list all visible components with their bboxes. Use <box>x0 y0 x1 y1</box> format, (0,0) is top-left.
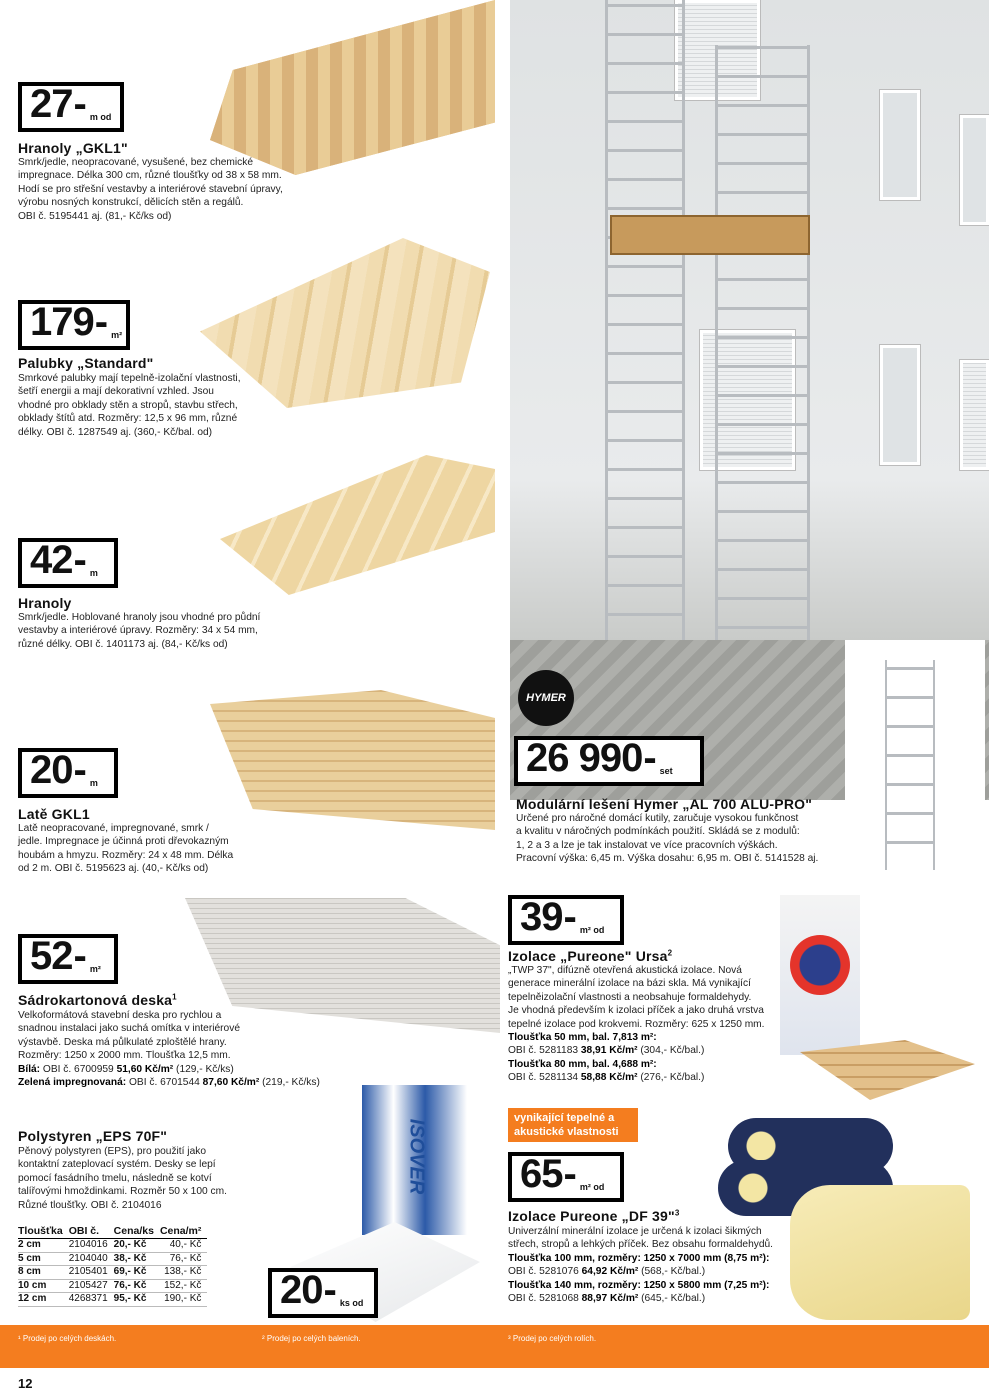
ursa-pack-image <box>780 895 860 1055</box>
footnote: ³ Prodej po celých rolích. <box>508 1334 597 1343</box>
ursa-unrolled-image <box>790 1185 970 1320</box>
product-description: Smrk/jedle, neopracované, vysušené, bez chemické impregnace. Délka 300 cm, různé tloušťky od 38 x 58 mm. Hodí se pro střešní vestavby a interiérové stavební úpravy, výrobu nosných konstrukcí, dělicích stěn a regálů. OBI č. 5195441 aj. (81,- Kč/ks od) <box>18 157 283 222</box>
product-title: Hranoly <box>18 595 72 611</box>
price-line: OBI č. 5281183 38,91 Kč/m² (304,- Kč/bal.) <box>508 1045 705 1057</box>
feature-badge: vynikající tepelné a akustické vlastnosti <box>508 1108 638 1142</box>
price-tag-late: 20 - m <box>18 748 118 798</box>
hymer-logo: HYMER <box>518 670 574 726</box>
price-tag-ursa-twp: 39 - m² od <box>508 895 624 945</box>
price-tag-sadrokarton: 52 - m² <box>18 934 118 984</box>
product-title: Hranoly „GKL1" <box>18 140 128 156</box>
ursa-boards-image <box>800 1040 975 1100</box>
product-title: Modulární lešení Hymer „AL 700 ALU-PRO" <box>516 796 813 812</box>
planks-image <box>200 238 490 408</box>
product-description: Smrk/jedle. Hoblované hranoly jsou vhodné pro půdní vestavby a interiérové úpravy. Rozměry: 34 x 54 mm, různé délky. OBI č. 1401173 aj. (84,- Kč/ks od) <box>18 612 261 650</box>
price-line: Tloušťka 50 mm, bal. 7,813 m²: <box>508 1032 657 1044</box>
price-tag-ursa-df39: 65 - m² od <box>508 1152 624 1202</box>
footnote: ² Prodej po celých baleních. <box>262 1334 361 1343</box>
product-description: Velkoformátová stavební deska pro rychlou a snadnou instalaci jako suchá omítka v interiérové výstavbě. Deska má půlkulaté zploštělé hrany. Rozměry: 1250 x 2000 mm. Tloušťka 12,5 mm. Bílá: OBI č. 6700959 51,60 Kč/m² (129,- Kč/ks) Zelená impregnovaná: OBI č. 6701544 87,60 Kč/m² (219,- Kč/ks) <box>18 1010 320 1089</box>
footer-bar <box>0 1325 989 1368</box>
product-title: Palubky „Standard" <box>18 355 154 371</box>
footnote: ¹ Prodej po celých deskách. <box>18 1334 117 1343</box>
table-row: 8 cm 2105401 69,- Kč 138,- Kč <box>18 1266 207 1280</box>
eps-price-table: Tloušťka OBI č. Cena/ks Cena/m² 2 cm 2104016 20,- Kč 40,- Kč 5 cm 2104040 38,- Kč 76,- Kč 8 cm 2105401 69,- Kč 138,- Kč 10 cm 2105427 76,- Kč 152,- Kč 12 cm 4268371 95,- Kč 190,- Kč <box>18 1225 207 1307</box>
product-description: Pěnový polystyren (EPS), pro použití jako kontaktní zateplovací systém. Desky se lepí pomocí fasádního tmelu, následně se kotví talířovými hmoždinkami. Rozměr 50 x 100 cm. Různé tloušťky. OBI č. 2104016 <box>18 1146 227 1211</box>
price-line: OBI č. 5281076 64,92 Kč/m² (568,- Kč/bal.) <box>508 1266 706 1278</box>
product-title: Latě GKL1 <box>18 806 90 822</box>
product-title: Izolace „Pureone" Ursa$^2$ <box>508 948 673 964</box>
table-row: 12 cm 4268371 95,- Kč 190,- Kč <box>18 1293 207 1307</box>
product-title: Sádrokartonová deska$^1$ <box>18 992 177 1008</box>
table-row: 10 cm 2105427 76,- Kč 152,- Kč <box>18 1279 207 1293</box>
page-number: 12 <box>18 1376 33 1391</box>
scaffold-small-image <box>845 640 985 880</box>
price-line: Tloušťka 140 mm, rozměry: 1250 x 5800 mm (7,25 m²): <box>508 1279 770 1291</box>
product-title: Polystyren „EPS 70F" <box>18 1128 168 1144</box>
price-line: Zelená impregnovaná: OBI č. 6701544 87,60 Kč/m² (219,- Kč/ks) <box>18 1077 320 1089</box>
table-row: 5 cm 2104040 38,- Kč 76,- Kč <box>18 1252 207 1266</box>
price-line: OBI č. 5281068 88,97 Kč/m² (645,- Kč/bal.) <box>508 1293 706 1305</box>
price-tag-hranoly: 42 - m <box>18 538 118 588</box>
price-tag-palubky: 179 - m² <box>18 300 130 350</box>
beams-image <box>220 455 495 595</box>
product-description: Určené pro náročné domácí kutily, zaručuje vysokou funkčnost a kvalitu v náročných podmínkách použití. Skládá se z modulů: 1, 2 a 3 a lze je tak instalovat ve více pracovních výškách. Pracovní výška: 6,45 m. Výška dosahu: 6,95 m. OBI č. 5141528 aj. <box>516 813 819 865</box>
product-description: Latě neopracované, impregnované, smrk / jedle. Impregnace je účinná proti dřevokazným houbám a hmyzu. Rozměry: 24 x 48 mm. Délka od 2 m. OBI č. 5195623 aj. (40,- Kč/ks od) <box>18 823 234 875</box>
product-description: „TWP 37", difúzně otevřená akustická izolace. Nová generace minerální izolace na bázi skla. Má vynikající tepelněizolační vlastnosti a neobsahuje formaldehydy. Je vhodná především k izolaci příček a jako druhá vrstva tepelné izolace pod krokvemi. Rozměry: 625 x 1250 mm. Tloušťka 50 mm, bal. 7,813 m²: OBI č. 5281183 38,91 Kč/m² (304,- Kč/bal.) Tloušťka 80 mm, bal. 4,688 m²: OBI č. 5281134 58,88 Kč/m² (276,- Kč/bal.) <box>508 965 765 1084</box>
lumber-stack-image <box>210 0 495 175</box>
product-title: Izolace Pureone „DF 39"$^3$ <box>508 1208 680 1224</box>
price-tag-polystyren: 20 - ks od <box>268 1268 378 1318</box>
price-tag-hranoly-gkl1: 27 - m od <box>18 82 124 132</box>
product-description: Univerzální minerální izolace je určená k izolaci šikmých střech, stropů a lehkých příček. Bez obsahu formaldehydů. Tloušťka 100 mm, rozměry: 1250 x 7000 mm (8,75 m²): OBI č. 5281076 64,92 Kč/m² (568,- Kč/bal.) Tloušťka 140 mm, rozměry: 1250 x 5800 mm (7,25 m²): OBI č. 5281068 88,97 Kč/m² (645,- Kč/bal.) <box>508 1226 774 1305</box>
price-line: Tloušťka 100 mm, rozměry: 1250 x 7000 mm (8,75 m²): <box>508 1252 770 1264</box>
table-row: 2 cm 2104016 20,- Kč 40,- Kč <box>18 1239 207 1253</box>
price-tag-scaffold: 26 990 - set <box>514 736 704 786</box>
price-line: Tloušťka 80 mm, bal. 4,688 m²: <box>508 1058 657 1070</box>
battens-image <box>210 690 495 830</box>
price-line: OBI č. 5281134 58,88 Kč/m² (276,- Kč/bal.) <box>508 1072 705 1084</box>
isover-brand-label: ISOVER <box>405 1118 428 1195</box>
price-line: Bílá: OBI č. 6700959 51,60 Kč/m² (129,- Kč/ks) <box>18 1063 234 1075</box>
product-description: Smrkové palubky mají tepelně-izolační vlastnosti, šetří energii a mají dekorativní vzhled. Jsou vhodné pro obklady stěn a stropů, stavbu střech, obklady štítů atd. Rozměry: 12,5 x 96 mm, různé délky. OBI č. 1287549 aj. (360,- Kč/bal. od) <box>18 373 241 438</box>
